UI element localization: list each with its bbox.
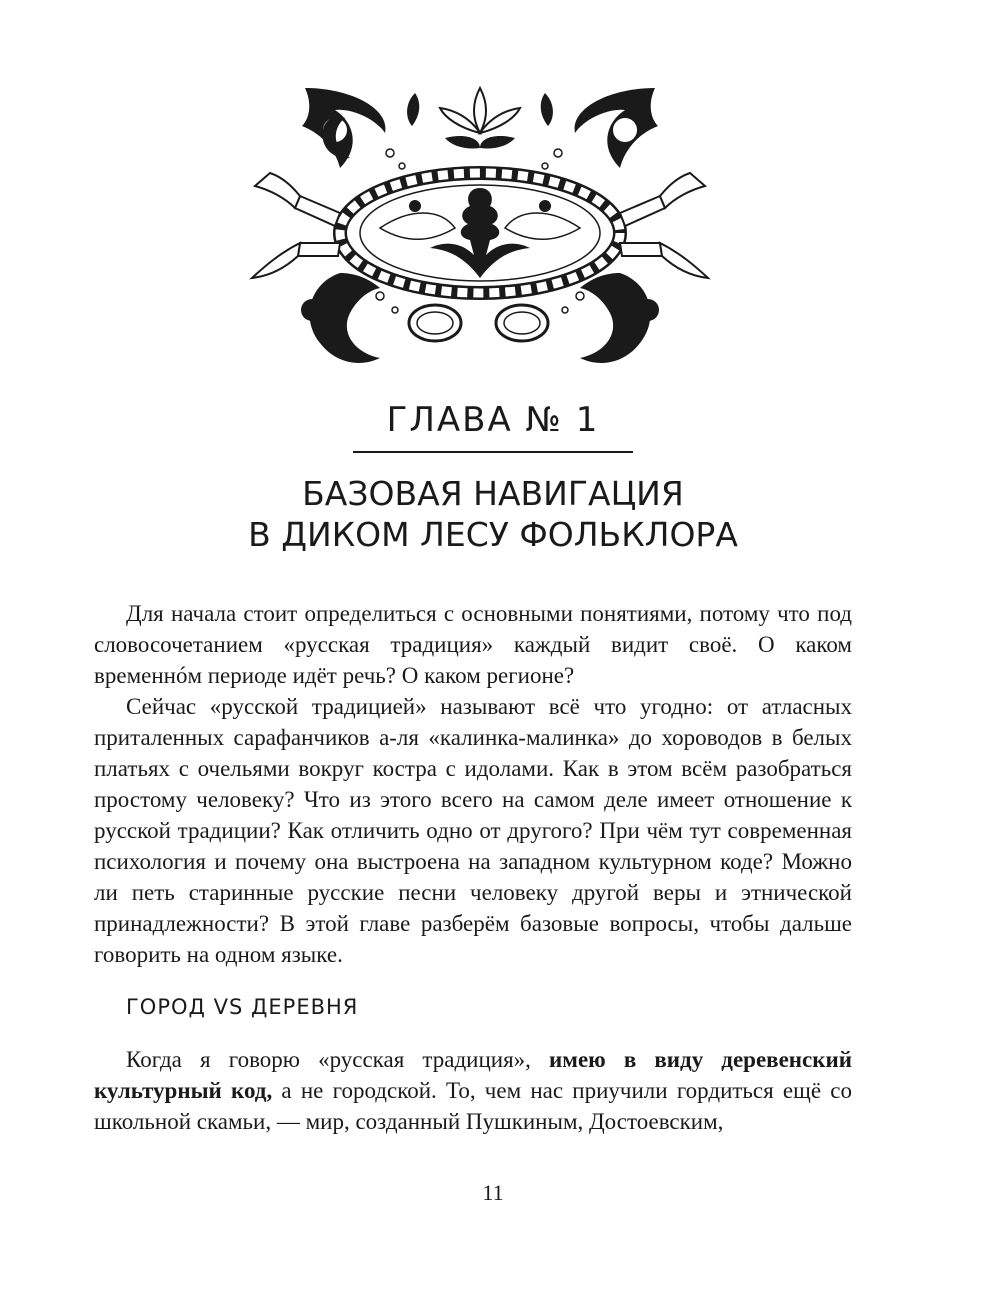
intro-paragraph-1: Для начала стоит определиться с основными понятиями, потому что под словосочетанием «русская традиция» каждый видит своё. О каком временнóм периоде идёт речь? О каком регионе? — [94, 601, 852, 688]
intro-paragraph-2: Сейчас «русской традицией» называют всё что угодно: от атласных приталенных сарафанчиков а-ля «калинка-малинка» до хороводов в белых платьях с очельями вокруг костра с идолами. Как в этом всём разобраться простому человеку? Что из этого всего на самом деле имеет отношение к русской традиции? Как отличить одно от другого? При чём тут современная психология и почему она выстроена на западном культурном коде? Можно ли петь старинные русские песни человеку другой веры и этнической принадлежности? В этой главе разберём базовые вопросы, чтобы дальше говорить на одном языке. — [94, 694, 852, 967]
ornament-swirl-bottom-left — [310, 273, 380, 363]
chapter-title-line-2: В ДИКОМ ЛЕСУ ФОЛЬКЛОРА — [248, 515, 738, 554]
ornament-swirl-bottom-right — [580, 273, 650, 363]
chapter-title-line-1: БАЗОВАЯ НАВИГАЦИЯ — [302, 474, 684, 513]
ornament-tassel-left — [295, 196, 340, 226]
ornament-tassel-right — [620, 196, 665, 226]
section-paragraph-start: Когда я говорю «русская традиция», — [126, 1047, 550, 1072]
chapter-label: ГЛАВА № 1 — [386, 400, 600, 440]
chapter-divider — [353, 451, 633, 453]
folk-ornament-illustration — [240, 78, 720, 378]
page-number: 11 — [482, 1180, 504, 1205]
intro-text — [94, 598, 852, 970]
chapter-title — [0, 473, 986, 555]
section-paragraph-end: а не городской. То, чем нас приучили гордиться ещё со школьной скамьи, — мир, созданный Пушкиным, Достоевским, — [94, 1078, 852, 1134]
section-text — [94, 1044, 852, 1137]
section-paragraph-emphasis: имею в виду деревенский культурный код, — [94, 1047, 852, 1103]
section-heading: ГОРОД VS ДЕРЕВНЯ — [126, 995, 359, 1019]
section-paragraph-1 — [94, 1044, 852, 1137]
